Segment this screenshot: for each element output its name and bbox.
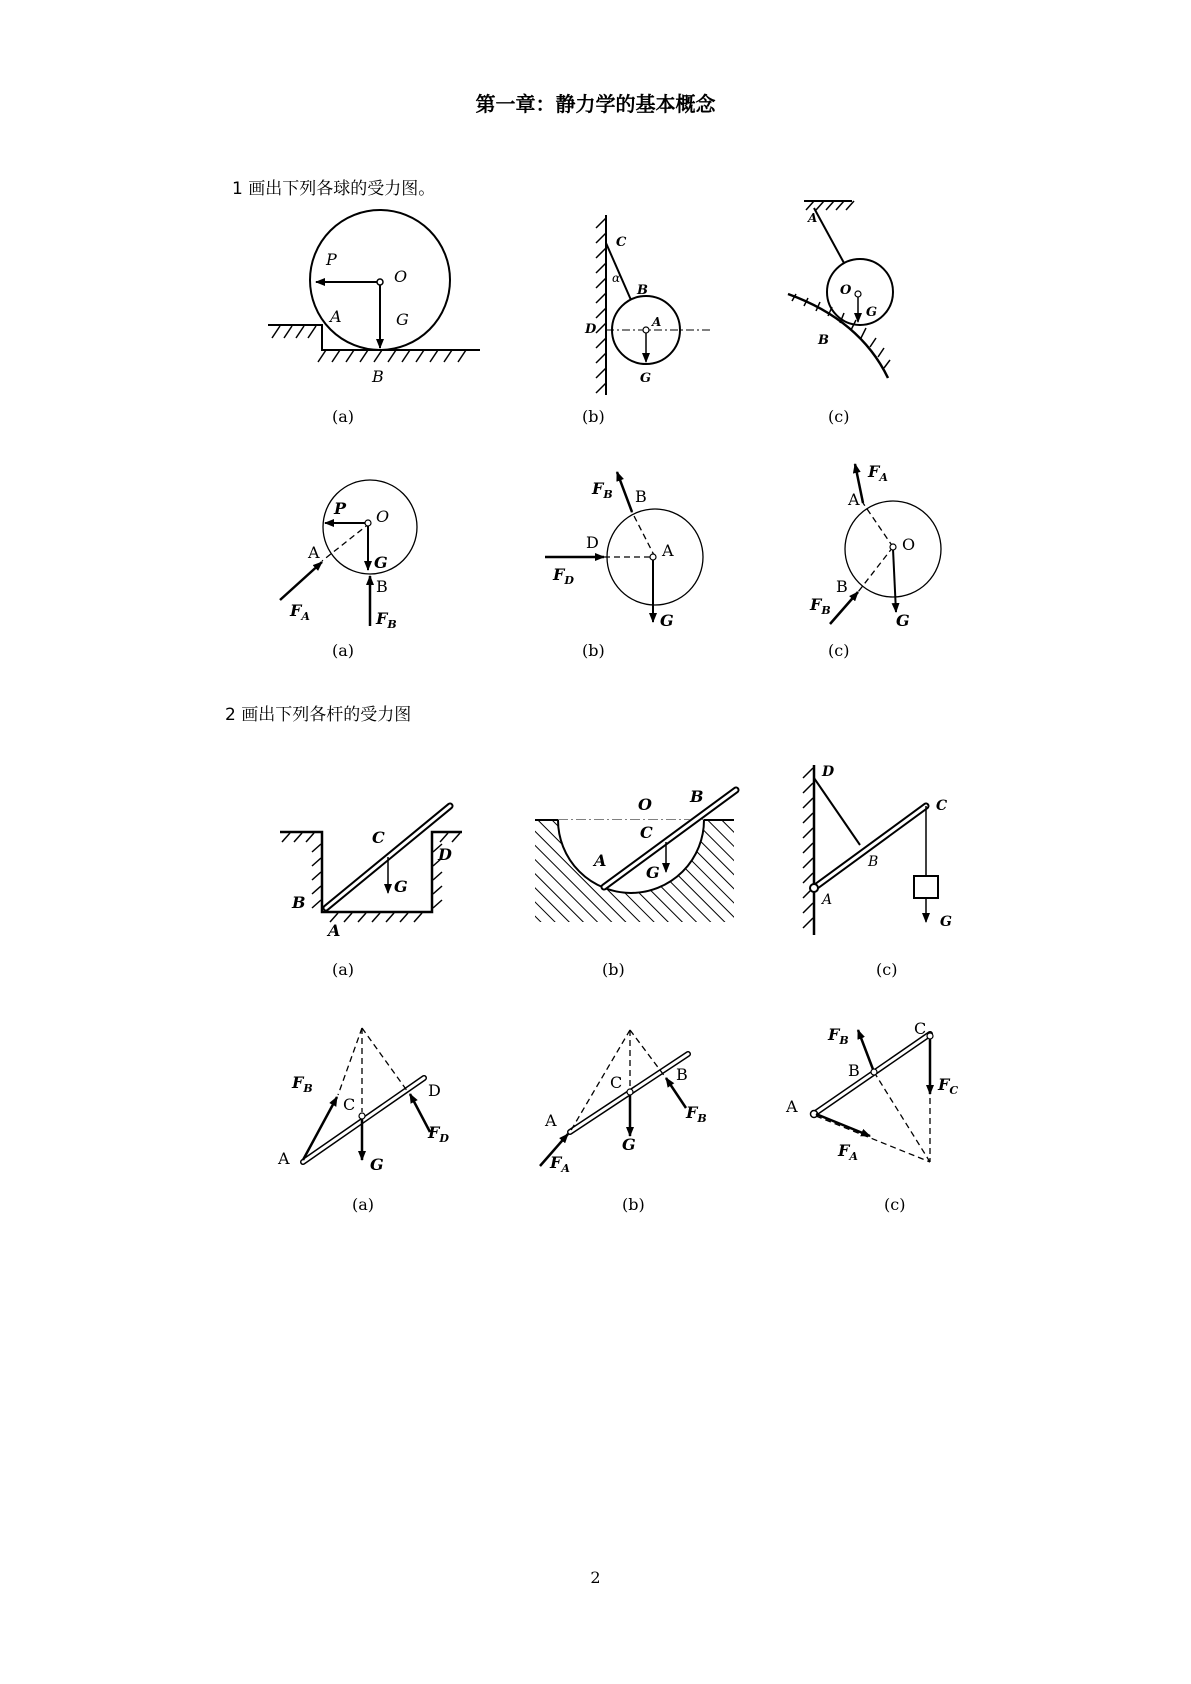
caption-2b-ans: (b) — [622, 1195, 645, 1214]
caption-1b-ans: (b) — [582, 641, 605, 660]
fig-2b-answer — [540, 1030, 707, 1175]
label-G: G — [646, 863, 660, 882]
label-FB: $F_B$ — [592, 479, 613, 501]
fig-2a-problem — [280, 806, 462, 940]
label-D: D — [585, 322, 597, 337]
label-G: G — [940, 914, 952, 930]
caption-1a: (a) — [332, 407, 355, 426]
label-C: C — [372, 828, 385, 847]
page-title: 第一章：静力学的基本概念 — [475, 92, 716, 116]
caption-2c-ans: (c) — [884, 1195, 906, 1214]
label-C: C — [610, 1073, 623, 1092]
label-D: D — [822, 764, 835, 780]
caption-1b: (b) — [582, 407, 605, 426]
caption-1c: (c) — [828, 407, 850, 426]
label-FA: $F_A$ — [868, 462, 888, 484]
label-O: O — [376, 507, 390, 526]
label-G: G — [622, 1135, 636, 1154]
label-A: A — [652, 315, 662, 329]
label-C: C — [914, 1019, 927, 1038]
label-alpha: α — [612, 271, 621, 285]
label-A: A — [808, 211, 818, 225]
label-B: B — [848, 1061, 860, 1080]
label-C: C — [616, 235, 627, 250]
label-A: A — [308, 543, 320, 562]
label-B: B — [676, 1065, 688, 1084]
label-FA: $F_A$ — [290, 601, 310, 623]
label-G: G — [640, 371, 652, 386]
label-G: G — [866, 305, 878, 320]
fig-2c-problem — [803, 764, 952, 935]
caption-2a-ans: (a) — [352, 1195, 375, 1214]
label-A: A — [848, 490, 860, 509]
label-G: G — [394, 877, 408, 896]
fig-2a-answer — [277, 1028, 449, 1174]
question-2: 2 画出下列各杆的受力图 — [225, 705, 412, 725]
label-B: B — [868, 854, 879, 870]
label-B: B — [637, 283, 648, 298]
fig-1c-answer — [809, 462, 941, 630]
caption-1c-ans: (c) — [828, 641, 850, 660]
label-D: D — [586, 533, 599, 552]
label-G: G — [660, 611, 674, 630]
fig-1a-problem — [268, 210, 480, 386]
fig-1b-problem — [584, 215, 712, 395]
label-G: G — [374, 553, 388, 572]
label-C: C — [936, 798, 948, 814]
caption-2b: (b) — [602, 960, 625, 979]
label-P: P — [334, 499, 347, 518]
label-C: C — [343, 1095, 356, 1114]
label-C: C — [640, 823, 653, 842]
label-FD: $F_D$ — [553, 565, 574, 587]
label-G: G — [370, 1155, 384, 1174]
label-FB: $F_B$ — [292, 1073, 313, 1095]
label-FC: $F_C$ — [938, 1075, 959, 1097]
fig-2c-answer — [785, 1019, 958, 1163]
fig-2b-problem — [535, 787, 736, 922]
label-A: A — [822, 892, 833, 908]
fig-1a-answer — [280, 480, 417, 631]
label-B: B — [836, 577, 848, 596]
label-A: A — [545, 1111, 557, 1130]
label-FB: $F_B$ — [810, 595, 831, 617]
label-B: B — [635, 487, 647, 506]
label-O: O — [840, 283, 852, 298]
caption-2a: (a) — [332, 960, 355, 979]
label-A: A — [786, 1097, 798, 1116]
label-D: D — [438, 845, 452, 864]
page-number: 2 — [590, 1568, 601, 1587]
question-1: 1 画出下列各球的受力图。 — [232, 179, 436, 199]
label-FB: $F_B$ — [376, 609, 397, 631]
label-A: A — [328, 921, 341, 940]
label-B: B — [372, 367, 384, 386]
label-D: D — [428, 1081, 441, 1100]
label-FB: $F_B$ — [686, 1103, 707, 1125]
label-FB: $F_B$ — [828, 1025, 849, 1047]
label-A: A — [594, 851, 607, 870]
label-FD: $F_D$ — [428, 1123, 449, 1145]
label-O: O — [394, 267, 408, 286]
label-O: O — [902, 535, 916, 554]
label-B: B — [376, 577, 388, 596]
fig-1b-answer — [545, 472, 703, 630]
label-B: B — [818, 333, 829, 348]
label-B: B — [292, 893, 306, 912]
label-A: A — [662, 541, 674, 560]
label-A: A — [278, 1149, 290, 1168]
label-FA: $F_A$ — [550, 1153, 570, 1175]
fig-1c-problem — [788, 201, 893, 378]
label-A: A — [330, 307, 342, 326]
caption-2c: (c) — [876, 960, 898, 979]
label-G: G — [896, 611, 910, 630]
label-FA: $F_A$ — [838, 1141, 858, 1163]
label-B: B — [690, 787, 704, 806]
label-P: P — [326, 250, 337, 269]
caption-1a-ans: (a) — [332, 641, 355, 660]
label-O: O — [638, 795, 652, 814]
label-G: G — [396, 310, 409, 329]
